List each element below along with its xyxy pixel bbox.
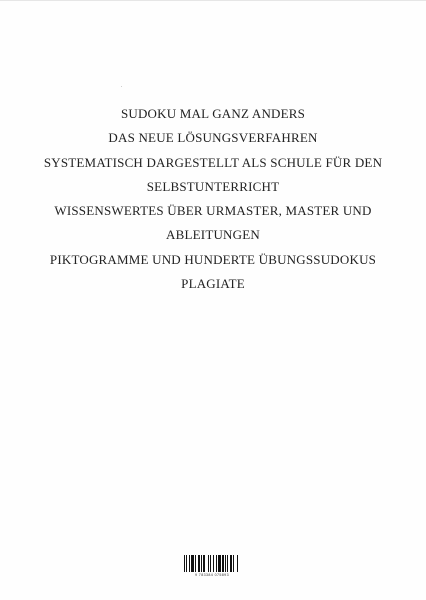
isbn-barcode bbox=[184, 555, 240, 581]
barcode-bar bbox=[238, 555, 239, 572]
title-line-2: DAS NEUE LÖSUNGSVERFAHREN bbox=[108, 130, 318, 146]
title-text-block bbox=[0, 104, 426, 298]
title-line-4: SELBSTUNTERRICHT bbox=[146, 178, 280, 194]
title-line-1: SUDOKU MAL GANZ ANDERS bbox=[120, 106, 306, 121]
barcode-number: 9 783384 075893 bbox=[195, 573, 229, 577]
page-edge bbox=[0, 0, 426, 1]
title-line-3: SYSTEMATISCH DARGESTELLT ALS SCHULE FÜR DEN bbox=[43, 154, 383, 170]
title-line-5: WISSENSWERTES ÜBER URMASTER, MASTER UND bbox=[54, 203, 372, 219]
scan-speck bbox=[121, 86, 122, 87]
title-line-6: ABLEITUNGEN bbox=[166, 227, 260, 243]
barcode-bars bbox=[184, 555, 240, 572]
title-line-8: PLAGIATE bbox=[181, 276, 245, 292]
title-line-7: PIKTOGRAMME UND HUNDERTE ÜBUNGSSUDOKUS bbox=[49, 251, 377, 267]
